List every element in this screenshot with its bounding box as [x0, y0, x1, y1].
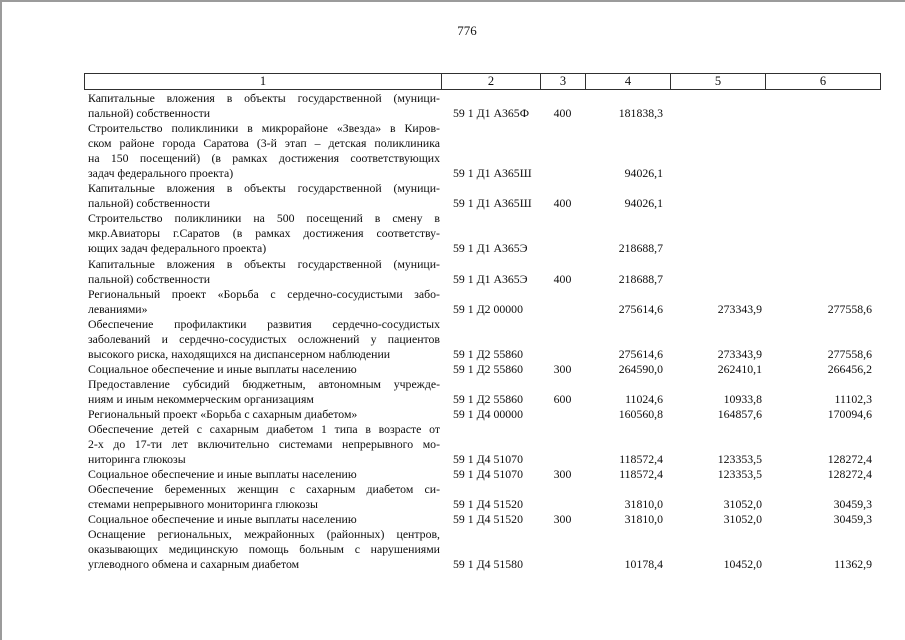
cell-name — [84, 257, 441, 287]
cell-col6 — [765, 467, 881, 482]
cell-col6-value: 11102,3 — [834, 391, 872, 406]
cell-col3-value: 600 — [553, 391, 572, 406]
cell-col5 — [670, 527, 765, 572]
name-line: пальной) собственности — [88, 196, 211, 211]
column-header-5: 5 — [670, 74, 765, 89]
cell-col4 — [585, 512, 670, 527]
cell-name — [84, 377, 441, 407]
cell-col3 — [540, 121, 585, 181]
cell-col5-value: 31052,0 — [723, 497, 762, 512]
name-line: Оснащение региональных, межрайонных (районных) центров, — [88, 527, 440, 542]
cell-col5 — [670, 422, 765, 467]
cell-col2 — [441, 512, 540, 527]
cell-col3 — [540, 377, 585, 407]
name-line: ниям и иным некоммерческим организациям — [88, 391, 314, 406]
cell-name — [84, 211, 441, 256]
cell-col2-value: 59 1 Д4 51520 — [453, 512, 523, 527]
cell-name — [84, 362, 441, 377]
cell-col2 — [441, 317, 540, 362]
cell-col4 — [585, 407, 670, 422]
cell-col3 — [540, 422, 585, 467]
cell-col3 — [540, 211, 585, 256]
cell-col4-value: 218688,7 — [618, 241, 663, 256]
name-line: Обеспечение беременных женщин с сахарным диабетом си- — [88, 482, 440, 497]
cell-col5 — [670, 121, 765, 181]
name-line: ниторинга глюкозы — [88, 452, 186, 467]
name-line: мкр.Авиаторы г.Саратов (в рамках достижения соответству- — [88, 226, 440, 241]
cell-col3 — [540, 91, 585, 121]
cell-col5-value: 164857,6 — [717, 406, 762, 421]
cell-col4 — [585, 181, 670, 211]
cell-col4-value: 118572,4 — [619, 452, 663, 467]
cell-col6 — [765, 121, 881, 181]
cell-col3 — [540, 181, 585, 211]
cell-name — [84, 181, 441, 211]
cell-col5 — [670, 317, 765, 362]
cell-col5-value: 123353,5 — [717, 452, 762, 467]
name-line: оказывающих медицинскую помощь больным с нарушениями — [88, 542, 440, 557]
cell-col2-value: 59 1 Д4 51520 — [453, 497, 523, 512]
cell-col2 — [441, 407, 540, 422]
cell-col5 — [670, 181, 765, 211]
cell-col2-value: 59 1 Д2 55860 — [453, 361, 523, 376]
cell-name — [84, 407, 441, 422]
cell-col6 — [765, 211, 881, 256]
cell-col6 — [765, 362, 881, 377]
table-row — [84, 377, 881, 407]
cell-col3-value: 300 — [553, 512, 572, 527]
cell-col2-value: 59 1 Д4 51070 — [453, 452, 523, 467]
cell-col6-value: 128272,4 — [827, 467, 872, 482]
cell-col6-value: 30459,3 — [833, 497, 872, 512]
cell-col4-value: 181838,3 — [618, 106, 663, 121]
name-line: углеводного обмена и сахарным диабетом — [88, 557, 300, 572]
name-line: Капитальные вложения в объекты государственной (муници- — [88, 91, 440, 105]
cell-col4 — [585, 527, 670, 572]
name-line: Предоставление субсидий бюджетным, автономным учрежде- — [88, 376, 440, 391]
cell-col2-value: 59 1 Д4 00000 — [453, 406, 523, 421]
cell-col5 — [670, 287, 765, 317]
cell-col4-value: 160560,8 — [618, 406, 663, 421]
cell-col6 — [765, 91, 881, 121]
cell-col2 — [441, 467, 540, 482]
name-line: Обеспечение профилактики развития сердечно-сосудистых — [88, 316, 440, 331]
cell-col2 — [441, 422, 540, 467]
name-line: пальной) собственности — [88, 106, 211, 121]
table-row — [84, 317, 881, 362]
window-top-edge — [0, 0, 905, 2]
cell-col4-value: 94026,1 — [624, 196, 663, 211]
cell-col4-value: 10178,4 — [624, 557, 663, 572]
cell-col2 — [441, 181, 540, 211]
cell-col4 — [585, 482, 670, 512]
cell-col2-value: 59 1 Д4 51070 — [453, 467, 523, 482]
cell-col6 — [765, 377, 881, 407]
cell-col4-value: 11024,6 — [625, 391, 663, 406]
name-line: Капитальные вложения в объекты государственной (муници- — [88, 181, 440, 196]
cell-col4-value: 275614,6 — [618, 301, 663, 316]
cell-col4 — [585, 287, 670, 317]
cell-col3 — [540, 362, 585, 377]
cell-col2 — [441, 362, 540, 377]
cell-col6-value: 277558,6 — [827, 346, 872, 361]
cell-col4-value: 94026,1 — [624, 166, 663, 181]
cell-col2 — [441, 211, 540, 256]
cell-col5-value: 10933,8 — [723, 391, 762, 406]
name-line: пальной) собственности — [88, 271, 211, 286]
name-line: на 150 посещений) (в рамках достижения соответствующих — [88, 151, 440, 166]
cell-col6 — [765, 422, 881, 467]
table-row — [84, 482, 881, 512]
cell-col4-value: 264590,0 — [618, 361, 663, 376]
name-line: высокого риска, находящихся на диспансерном наблюдении — [88, 346, 391, 361]
window-left-edge — [0, 0, 2, 640]
cell-col4 — [585, 467, 670, 482]
table-row — [84, 467, 881, 482]
table-row — [84, 422, 881, 467]
cell-col2 — [441, 121, 540, 181]
table-row — [84, 512, 881, 527]
cell-col3-value: 400 — [553, 196, 572, 211]
cell-col6 — [765, 317, 881, 362]
cell-col4 — [585, 362, 670, 377]
name-line: Строительство поликлиники в микрорайоне «Звезда» в Киров- — [88, 121, 440, 136]
name-line: 2-х до 17-ти лет включительно системами непрерывного мо- — [88, 437, 440, 452]
cell-col5 — [670, 377, 765, 407]
cell-col3-value: 300 — [553, 361, 572, 376]
cell-col4 — [585, 121, 670, 181]
cell-col3 — [540, 257, 585, 287]
cell-col4-value: 218688,7 — [618, 271, 663, 286]
name-line: ском районе города Саратова (3-й этап – детская поликлиника — [88, 136, 440, 151]
cell-col6-value: 11362,9 — [834, 557, 872, 572]
name-line: Строительство поликлиники на 500 посещений в смену в — [88, 211, 440, 226]
column-header-4: 4 — [585, 74, 670, 89]
cell-col5 — [670, 257, 765, 287]
cell-col2 — [441, 257, 540, 287]
cell-col2-value: 59 1 Д1 А365Э — [453, 271, 528, 286]
table-row — [84, 407, 881, 422]
cell-col5-value: 10452,0 — [723, 557, 762, 572]
table-row — [84, 181, 881, 211]
cell-col4-value: 275614,6 — [618, 346, 663, 361]
cell-col5 — [670, 91, 765, 121]
cell-col5 — [670, 482, 765, 512]
cell-col6-value: 30459,3 — [833, 512, 872, 527]
name-line: Обеспечение детей с сахарным диабетом 1 типа в возрасте от — [88, 422, 440, 437]
name-line: Капитальные вложения в объекты государственной (муници- — [88, 256, 440, 271]
cell-name — [84, 317, 441, 362]
name-line: ющих задач федерального проекта) — [88, 241, 267, 256]
budget-table — [84, 73, 881, 573]
name-line: леваниями» — [88, 301, 148, 316]
cell-col6-value: 277558,6 — [827, 301, 872, 316]
name-line: Социальное обеспечение и иные выплаты населению — [88, 512, 357, 527]
cell-col2 — [441, 91, 540, 121]
cell-name — [84, 512, 441, 527]
table-header-row — [84, 73, 881, 90]
name-line: задач федерального проекта) — [88, 166, 234, 181]
cell-col2-value: 59 1 Д1 А365Ф — [453, 106, 530, 121]
cell-col2 — [441, 287, 540, 317]
name-line: Социальное обеспечение и иные выплаты населению — [88, 361, 357, 376]
cell-name — [84, 121, 441, 181]
cell-col5 — [670, 362, 765, 377]
column-header-1: 1 — [259, 74, 267, 89]
cell-col5 — [670, 407, 765, 422]
cell-col4-value: 118572,4 — [619, 467, 663, 482]
cell-col5 — [670, 467, 765, 482]
cell-col3 — [540, 512, 585, 527]
cell-col2-value: 59 1 Д2 55860 — [453, 391, 523, 406]
cell-name — [84, 527, 441, 572]
cell-col5-value: 273343,9 — [717, 346, 762, 361]
table-row — [84, 91, 881, 121]
table-body — [84, 90, 881, 573]
cell-col5-value: 262410,1 — [717, 361, 762, 376]
cell-name — [84, 287, 441, 317]
cell-col5 — [670, 512, 765, 527]
cell-col3 — [540, 467, 585, 482]
table-row — [84, 121, 881, 181]
cell-col6 — [765, 482, 881, 512]
cell-col6 — [765, 257, 881, 287]
column-header-2: 2 — [441, 74, 540, 89]
name-line: заболеваний и сердечно-сосудистых осложнений у пациентов — [88, 331, 440, 346]
cell-name — [84, 91, 441, 121]
cell-col2 — [441, 482, 540, 512]
cell-col4-value: 31810,0 — [624, 512, 663, 527]
cell-name — [84, 422, 441, 467]
cell-col6 — [765, 407, 881, 422]
cell-col3 — [540, 287, 585, 317]
cell-col3 — [540, 482, 585, 512]
cell-name — [84, 482, 441, 512]
cell-col4 — [585, 317, 670, 362]
cell-col5-value: 123353,5 — [717, 467, 762, 482]
cell-col3 — [540, 527, 585, 572]
cell-col6-value: 128272,4 — [827, 452, 872, 467]
cell-col2-value: 59 1 Д4 51580 — [453, 557, 523, 572]
cell-col3 — [540, 407, 585, 422]
column-header-3: 3 — [540, 74, 585, 89]
cell-col2 — [441, 377, 540, 407]
cell-col3-value: 400 — [553, 271, 572, 286]
cell-col4 — [585, 422, 670, 467]
cell-col6 — [765, 527, 881, 572]
cell-col6-value: 170094,6 — [827, 406, 872, 421]
cell-col3-value: 300 — [553, 467, 572, 482]
cell-col3 — [540, 317, 585, 362]
page-number: 776 — [457, 23, 477, 38]
cell-col3-value: 400 — [553, 106, 572, 121]
cell-col6 — [765, 181, 881, 211]
table-row — [84, 362, 881, 377]
cell-col4 — [585, 91, 670, 121]
cell-col2-value: 59 1 Д1 А365Ш — [453, 196, 532, 211]
name-line: стемами непрерывного мониторинга глюкозы — [88, 497, 318, 512]
cell-col4 — [585, 257, 670, 287]
name-line: Социальное обеспечение и иные выплаты населению — [88, 467, 357, 482]
table-row — [84, 257, 881, 287]
cell-name — [84, 467, 441, 482]
column-header-6: 6 — [765, 74, 880, 89]
cell-col6 — [765, 287, 881, 317]
cell-col6-value: 266456,2 — [827, 361, 872, 376]
cell-col2 — [441, 527, 540, 572]
cell-col5 — [670, 211, 765, 256]
cell-col4 — [585, 211, 670, 256]
cell-col4 — [585, 377, 670, 407]
cell-col4-value: 31810,0 — [624, 497, 663, 512]
table-row — [84, 211, 881, 256]
cell-col2-value: 59 1 Д1 А365Ш — [453, 166, 532, 181]
cell-col6 — [765, 512, 881, 527]
cell-col2-value: 59 1 Д1 А365Э — [453, 241, 528, 256]
cell-col2-value: 59 1 Д2 00000 — [453, 301, 523, 316]
name-line: Региональный проект «Борьба с сердечно-сосудистыми забо- — [88, 286, 440, 301]
name-line: Региональный проект «Борьба с сахарным диабетом» — [88, 406, 358, 421]
table-row — [84, 287, 881, 317]
cell-col2-value: 59 1 Д2 55860 — [453, 346, 523, 361]
cell-col5-value: 273343,9 — [717, 301, 762, 316]
table-row — [84, 527, 881, 572]
cell-col5-value: 31052,0 — [723, 512, 762, 527]
